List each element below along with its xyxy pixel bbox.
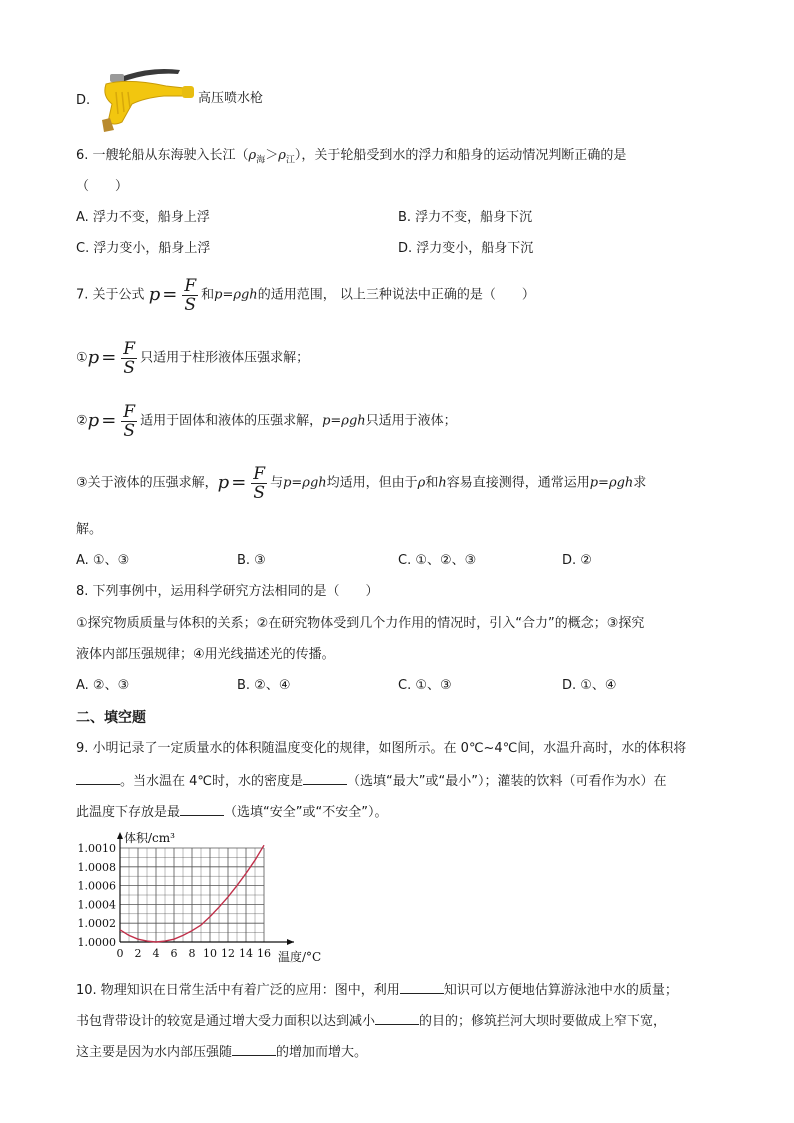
volume-temperature-chart — [70, 826, 340, 972]
q9-blank-3[interactable] — [180, 801, 224, 816]
water-gun-image — [88, 64, 198, 132]
q7-statement-1 — [76, 338, 309, 379]
x-tick-label: 16 — [257, 947, 271, 960]
s3-pgh: p=ρgh — [283, 475, 327, 491]
q10-blank-1[interactable] — [400, 979, 444, 994]
s3-rho: ρ — [417, 475, 426, 491]
option-d-label: D. — [76, 93, 91, 108]
y-tick-label: 1.0002 — [77, 917, 116, 931]
x-tick-label: 10 — [203, 947, 217, 960]
q6-option-c: C. 浮力变小，船身上浮 — [76, 241, 211, 256]
x-tick-label: 14 — [239, 947, 253, 960]
s3-h: h — [438, 475, 447, 491]
q10-blank-2[interactable] — [375, 1010, 419, 1025]
q10-line-3 — [76, 1041, 367, 1063]
s1-fraction — [121, 340, 137, 377]
formula-fraction — [182, 277, 198, 314]
q7-stem — [76, 276, 535, 315]
q10-line-1 — [76, 979, 678, 1001]
q6-option-d: D. 浮力变小，船身下沉 — [398, 241, 534, 256]
s1-eq: = — [101, 347, 117, 368]
q9-line-2 — [76, 770, 666, 792]
q7-stem-a: 7. 关于公式 — [76, 287, 145, 303]
formula-p: p — [148, 284, 161, 305]
s2-fraction — [121, 403, 137, 440]
q6-stem-a: 6. 一艘轮船从东海驶入长江（ — [76, 148, 249, 163]
rho-sea: ρ — [248, 148, 257, 163]
s1-text: 只适用于柱形液体压强求解； — [140, 350, 310, 366]
q7-stem-c: 的适用范围， 以上三种说法中正确的是（ ） — [257, 287, 535, 303]
s2-num: F — [123, 401, 136, 422]
q8-option-d: D. ①、④ — [562, 678, 617, 693]
x-tick-label: 8 — [188, 947, 196, 960]
q8-option-b: B. ②、④ — [237, 678, 291, 693]
s2-p: p — [87, 410, 100, 431]
s2-text-b: 只适用于液体； — [365, 413, 457, 429]
formula-pgh: p=ρgh — [214, 287, 258, 303]
s3-b: 与 — [270, 475, 284, 491]
q6-stem-b: ），关于轮船受到水的浮力和船身的运动情况判断正确的是 — [294, 148, 627, 163]
s1-num: F — [123, 338, 136, 359]
s3-eq: = — [231, 472, 247, 493]
q9-line-3b: （选填“安全”或“不安全”）。 — [224, 805, 388, 820]
y-tick-label: 1.0000 — [77, 936, 116, 949]
s3-p: p — [217, 472, 230, 493]
s1-den: S — [123, 357, 135, 378]
s3-fraction — [251, 465, 267, 502]
q7-option-d: D. ② — [562, 553, 592, 568]
q9-line-2a: 。当水温在 4℃时，水的密度是 — [120, 774, 304, 789]
s3-num: F — [253, 463, 266, 484]
x-tick-label: 2 — [134, 947, 142, 960]
option-d-caption: 高压喷水枪 — [198, 91, 264, 106]
s1-mark: ① — [76, 350, 88, 366]
q7-option-b: B. ③ — [237, 553, 266, 568]
q10-line-3b: 的增加而增大。 — [276, 1045, 368, 1060]
x-tick-label: 0 — [116, 947, 124, 960]
q6-option-b: B. 浮力不变，船身下沉 — [398, 210, 533, 225]
s3-d: 容易直接测得，通常运用 — [446, 475, 590, 491]
q10-line-1a: 10. 物理知识在日常生活中有着广泛的应用：图中，利用 — [76, 983, 400, 998]
fraction-num: F — [184, 275, 197, 296]
s2-den: S — [123, 420, 135, 441]
q8-stem: 8. 下列事例中，运用科学研究方法相同的是（ ） — [76, 584, 379, 599]
s1-p: p — [87, 347, 100, 368]
q7-option-a: A. ①、③ — [76, 553, 130, 568]
q9-line-3 — [76, 801, 387, 823]
q8-body-1: ①探究物质质量与体积的关系；②在研究物体受到几个力作用的情况时，引入“合力”的概念；③探究 — [76, 616, 645, 631]
y-tick-label: 1.0004 — [77, 898, 116, 912]
y-axis-label: 体积/cm³ — [124, 831, 175, 845]
x-tick-label: 4 — [152, 947, 160, 960]
q10-line-1b: 知识可以方便地估算游泳池中水的质量； — [443, 983, 678, 998]
q7-option-c: C. ①、②、③ — [398, 553, 477, 568]
q6-stem — [76, 146, 626, 171]
gt-sign: ＞ — [265, 148, 279, 163]
x-tick-label: 12 — [221, 947, 235, 960]
fraction-den: S — [184, 294, 197, 315]
q10-line-2a: 书包背带设计的较宽是通过增大受力面积以达到减小 — [76, 1014, 376, 1029]
s3-c: 均适用，但由于 — [326, 475, 418, 491]
q7-statement-3 — [76, 463, 646, 504]
rho-sea-sub: 海 — [256, 155, 266, 166]
s2-text-a: 适用于固体和液体的压强求解， — [140, 413, 323, 429]
q6-paren: （ ） — [76, 179, 129, 194]
section-heading: 二、填空题 — [76, 710, 146, 726]
x-axis-label: 温度/°C — [278, 950, 322, 964]
s2-eq: = — [101, 410, 117, 431]
q8-body-2: 液体内部压强规律；④用光线描述光的传播。 — [76, 647, 335, 662]
q9-line-2b: （选填“最大”或“最小”）；灌装的饮料（可看作为水）在 — [347, 774, 667, 789]
x-axis-arrow — [287, 939, 294, 945]
y-tick-label: 1.0008 — [77, 860, 116, 874]
s3-a: ③关于液体的压强求解， — [76, 475, 218, 491]
s3-den: S — [253, 482, 265, 503]
q10-line-2b: 的目的；修筑拦河大坝时要做成上窄下宽， — [419, 1014, 667, 1029]
q8-option-c: C. ①、③ — [398, 678, 452, 693]
q9-line-1: 9. 小明记录了一定质量水的体积随温度变化的规律，如图所示。在 0℃~4℃间，水温升高时，水的体积将 — [76, 741, 687, 756]
q8-option-a: A. ②、③ — [76, 678, 130, 693]
y-tick-label: 1.0010 — [77, 842, 116, 855]
q7-statement-3-end: 解。 — [76, 522, 103, 537]
q9-line-3a: 此温度下存放是最 — [76, 805, 181, 820]
formula-eq: = — [162, 284, 178, 305]
q10-line-2 — [76, 1010, 666, 1032]
s2-mark: ② — [76, 413, 88, 429]
q6-option-a: A. 浮力不变，船身上浮 — [76, 210, 210, 225]
s3-pgh-2: p=ρgh — [589, 475, 634, 491]
q9-blank-1[interactable] — [76, 770, 120, 785]
s2-pgh: p=ρgh — [322, 413, 366, 429]
rho-river-sub: 江 — [285, 155, 295, 166]
q7-statement-2 — [76, 401, 457, 442]
q10-line-3a: 这主要是因为水内部压强随 — [76, 1045, 233, 1060]
q10-blank-3[interactable] — [232, 1041, 276, 1056]
y-axis-arrow — [117, 832, 123, 839]
y-tick-label: 1.0006 — [77, 879, 116, 893]
s3-e: 求 — [633, 475, 647, 491]
q7-stem-b: 和 — [201, 287, 215, 303]
q9-blank-2[interactable] — [303, 770, 347, 785]
s3-and: 和 — [425, 475, 439, 491]
x-tick-label: 6 — [170, 947, 178, 960]
rho-river: ρ — [278, 148, 286, 163]
